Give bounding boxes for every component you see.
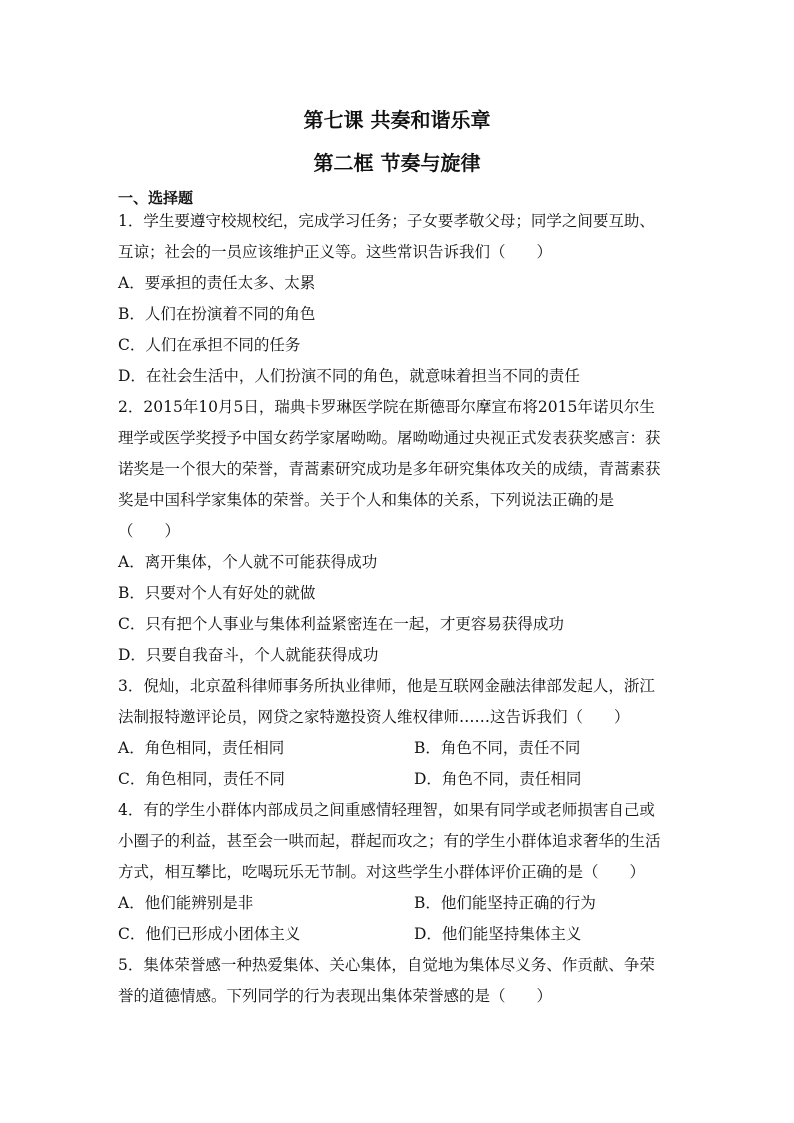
question-4-option-a: A．他们能辨别是非 (118, 894, 254, 912)
question-3-option-d: D．角色不同，责任相同 (414, 770, 582, 788)
question-4-option-d: D．他们能坚持集体主义 (414, 925, 582, 943)
question-5-text: 誉的道德情感。下列同学的行为表现出集体荣誉感的是（ ） (118, 987, 553, 1005)
question-2-option-d: D．只要自我奋斗，个人就能获得成功 (118, 646, 379, 664)
question-1-text: 互谅；社会的一员应该维护正义等。这些常识告诉我们（ ） (118, 243, 553, 261)
question-2-text: 诺奖是一个很大的荣誉，青蒿素研究成功是多年研究集体攻关的成绩，青蒿素获 (118, 460, 661, 478)
question-2-option-b: B．只要对个人有好处的就做 (118, 584, 316, 602)
question-1-option-b: B．人们在扮演着不同的角色 (118, 305, 316, 323)
question-4-text: 方式，相互攀比，吃喝玩乐无节制。对这些学生小群体评价正确的是（ ） (118, 863, 646, 881)
page-title: 第七课 共奏和谐乐章 (303, 108, 491, 132)
question-4-text: 小圈子的利益，甚至会一哄而起，群起而攻之；有的学生小群体追求奢华的生活 (118, 832, 661, 850)
question-3-option-b: B．角色不同，责任不同 (414, 739, 581, 757)
question-4-text: 4．有的学生小群体内部成员之间重感情轻理智，如果有同学或老师损害自己或 (118, 801, 655, 819)
question-2-text: 奖是中国科学家集体的荣誉。关于个人和集体的关系，下列说法正确的是 (118, 491, 615, 509)
question-3-text: 3．倪灿，北京盈科律师事务所执业律师，他是互联网金融法律部发起人，浙江 (118, 677, 655, 695)
question-1-text: 1．学生要遵守校规校纪，完成学习任务；子女要孝敬父母；同学之间要互助、 (118, 212, 655, 230)
question-4-option-c: C．他们已形成小团体主义 (118, 925, 301, 943)
question-1-option-d: D．在社会生活中，人们扮演不同的角色，就意味着担当不同的责任 (118, 367, 580, 385)
question-3-option-c: C．角色相同，责任不同 (118, 770, 285, 788)
question-3-text: 法制报特邀评论员，网贷之家特邀投资人维权律师……这告诉我们（ ） (118, 708, 630, 726)
page-subtitle: 第二框 节奏与旋律 (313, 151, 481, 175)
question-2-answer-blank: （ ） (118, 522, 181, 540)
question-1-option-c: C．人们在承担不同的任务 (118, 336, 301, 354)
question-3-option-a: A．角色相同，责任相同 (118, 739, 285, 757)
question-2-option-c: C．只有把个人事业与集体利益紧密连在一起，才更容易获得成功 (118, 615, 564, 633)
question-1-option-a: A．要承担的责任太多、太累 (118, 274, 316, 292)
question-2-option-a: A．离开集体，个人就不可能获得成功 (118, 553, 378, 571)
question-2-text: 2．2015年10月5日，瑞典卡罗琳医学院在斯德哥尔摩宣布将2015年诺贝尔生 (118, 398, 655, 416)
question-2-text: 理学或医学奖授予中国女药学家屠呦呦。屠呦呦通过央视正式发表获奖感言：获 (118, 429, 661, 447)
section-heading: 一、选择题 (118, 189, 194, 207)
question-5-text: 5．集体荣誉感一种热爱集体、关心集体，自觉地为集体尽义务、作贡献、争荣 (118, 956, 655, 974)
question-4-option-b: B．他们能坚持正确的行为 (414, 894, 596, 912)
